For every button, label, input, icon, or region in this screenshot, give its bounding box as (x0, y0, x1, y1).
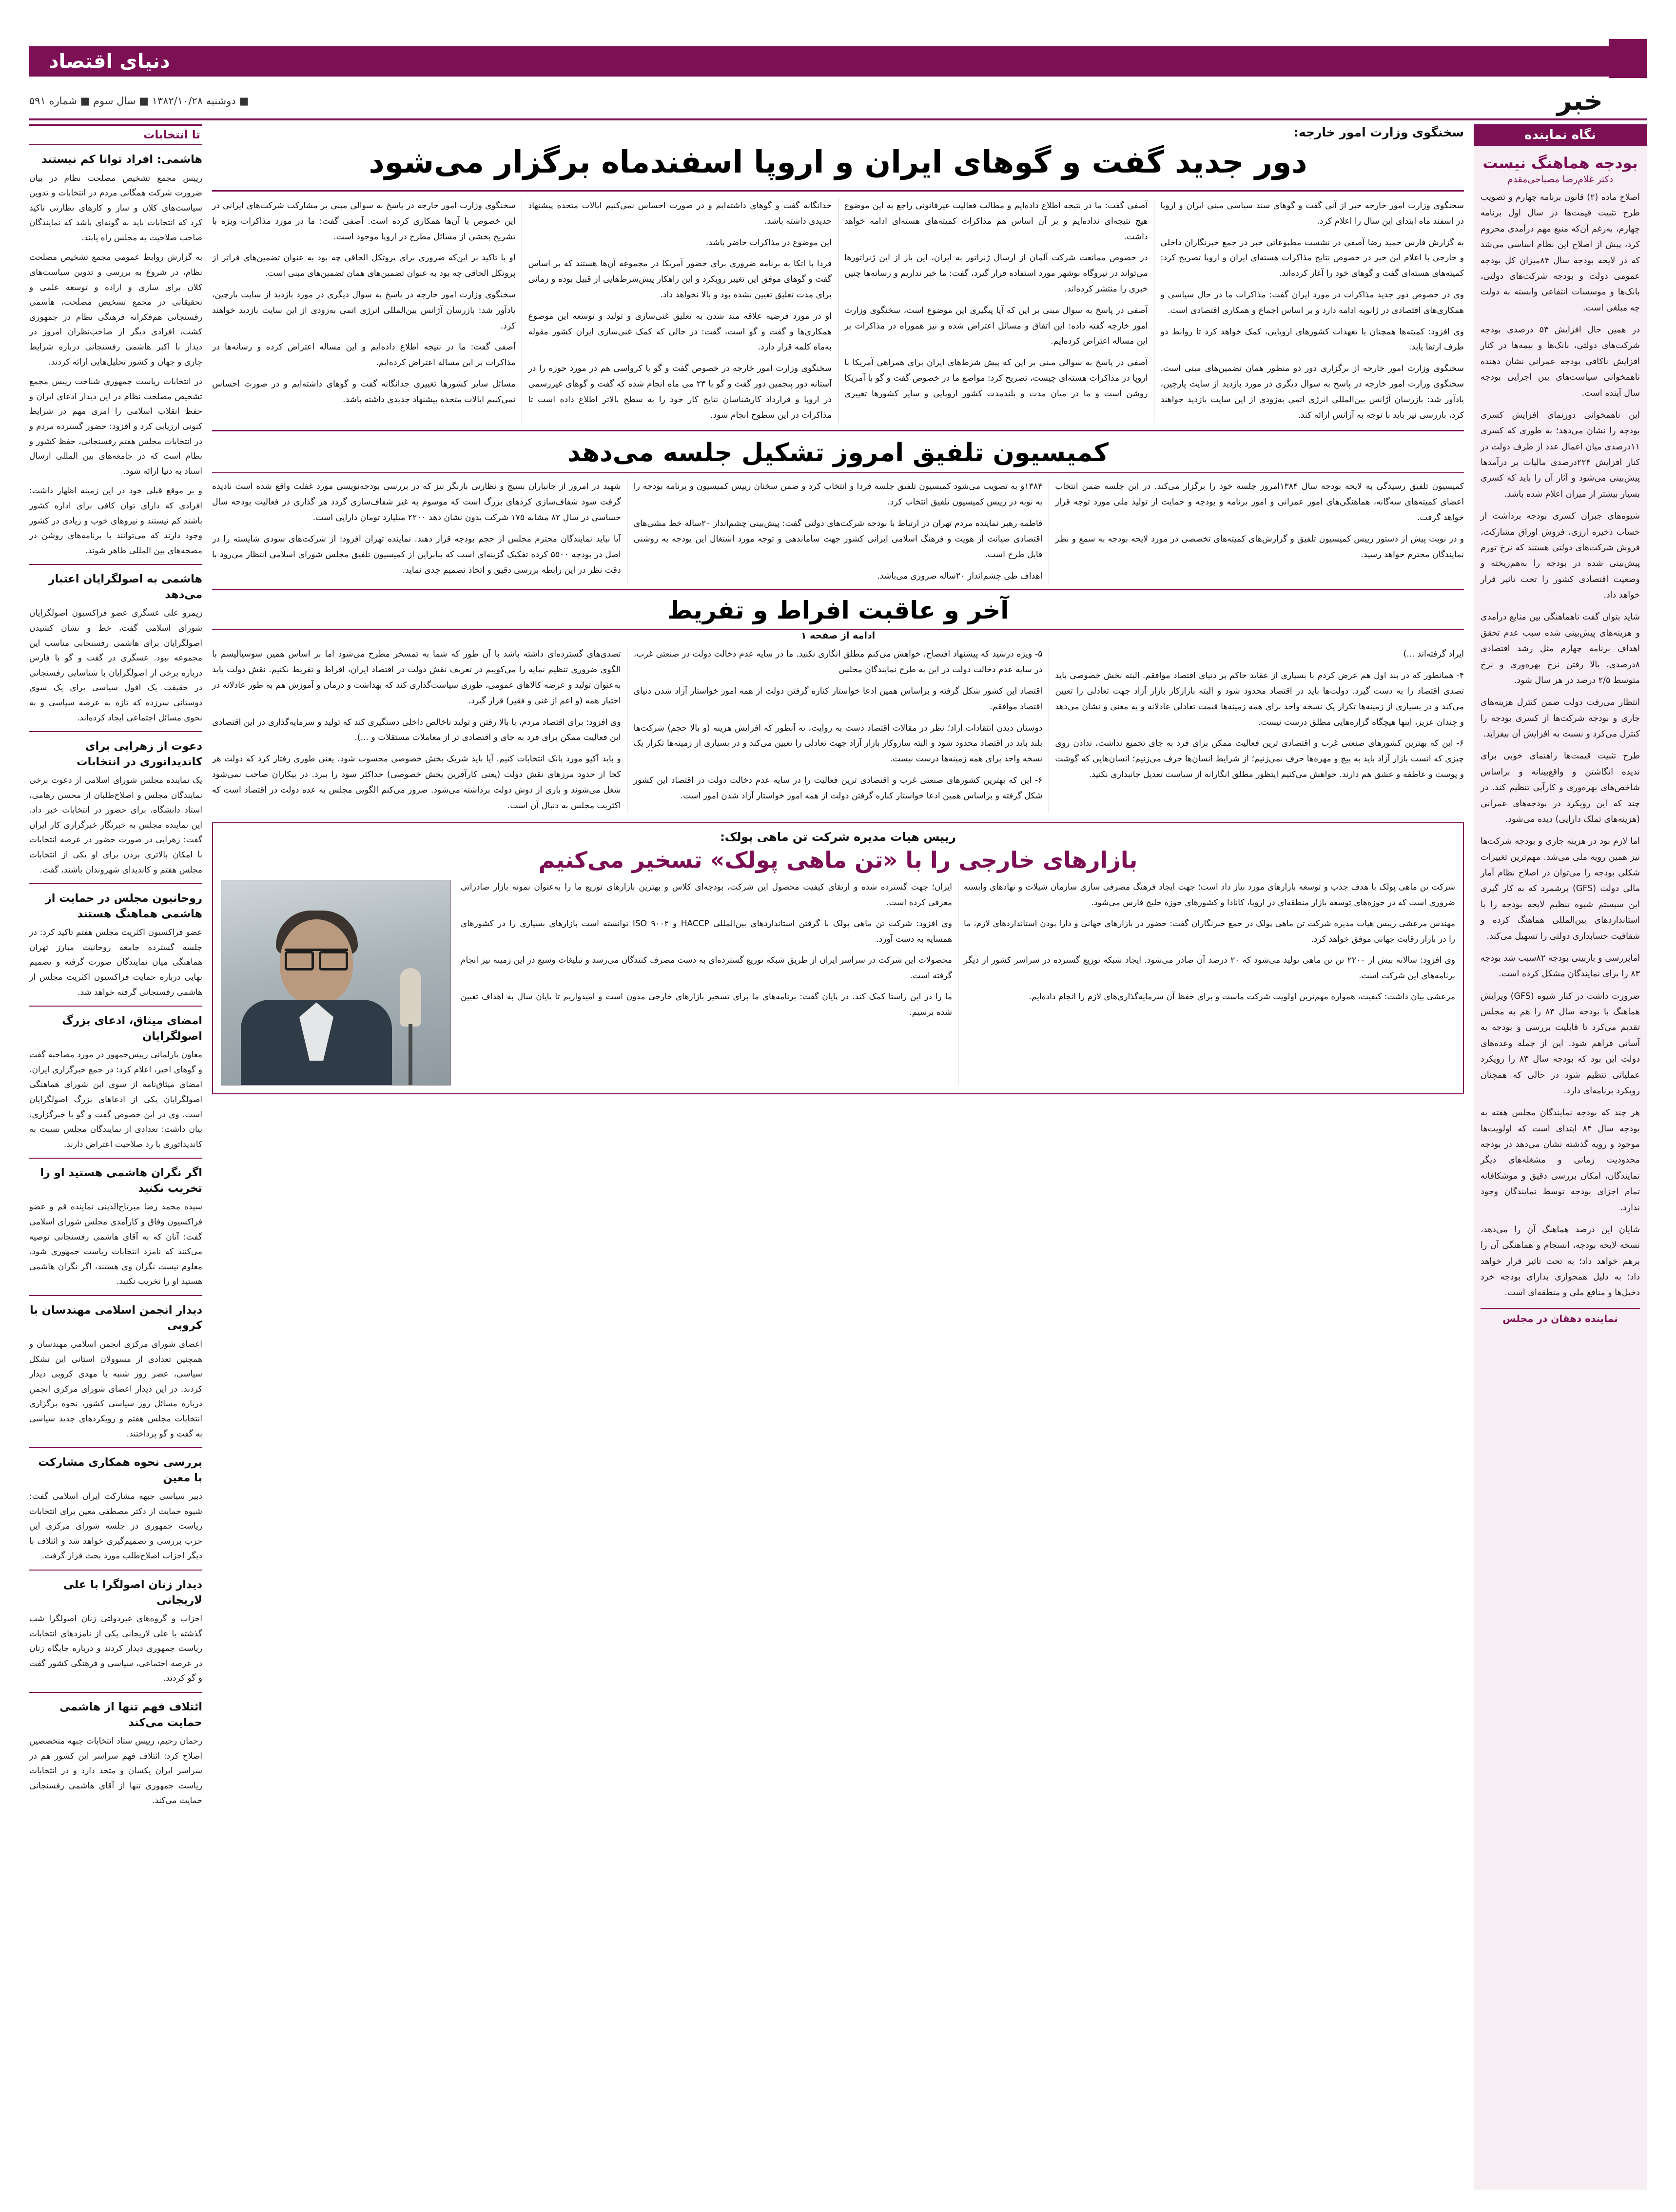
paragraph: اصلاح ماده (۲) قانون برنامه چهارم و تصویب طرح تثبیت قیمت‌ها در سال اول برنامه چهارم، به‌رغم آن‌که منبع مهم درآمدی محروم کرد، پیش از اصلاح این نظام اساسی می‌شد که در لایحه بودجه سال ۸۴میزان کل بودجه عمومی دولت و بودجه شرکت‌های دولتی، بانک‌ها و موسسات انتفاعی وابسته به دولت چه مبلغی است. (1481, 193, 1640, 313)
paragraph: ما را در این راستا کمک کند. در پایان گفت: برنامه‌های ما برای تسخیر بازارهای خارجی مدون است و امیدواریم تا پایان سال به اهداف تعیین شده برسیم. (461, 992, 952, 1017)
paragraph: تصدی‌های گسترده‌ای داشته باشد با آن طور که شما به تمسخر مطرح می‌شود اما بر اساس همین سوسیالیسم با الگوی ضروری تنظیم نمایه را می‌کوییم در تعریف نقش دولت در اقتصاد ایران، افراط و تفریط نکنیم. نقش دولت باید به‌عنوان تولید و عرضه کالاهای عمومی، طوری سیاست‌گذاری کند که بهداشت و درمان و آموزش هم به طور عادلانه در اختیار همه (و اعم از غنی و فقیر) قرار گیرد. (212, 649, 621, 706)
article-headline: دور جدید گفت و گوهای ایران و اروپا اسفندماه برگزار می‌شود (369, 144, 1307, 180)
divider (29, 731, 202, 732)
paragraph: و در نوبت پیش از دستور رییس کمیسیون تلفیق و گزارش‌های کمیته‌های تخصصی در مورد لایحه بودجه به سمع و نظر نمایندگان محترم خواهد رسید. (1055, 534, 1464, 560)
feature-headline: بازارهای خارجی را با «تن ماهی پولک» تسخیر می‌کنیم (538, 847, 1138, 873)
paragraph: آصفی گفت: ما در نتیجه اطلاع داده‌ایم و این مساله اعتراض کرده و رسانه‌ها در مذاکرات بر این مساله اعتراض کرده‌ایم. (212, 342, 516, 368)
article-lead (212, 125, 1464, 423)
paragraph: یک نماینده مجلس شورای اسلامی از دعوت برخی نمایندگان مجلس و اصلاح‌طلبان از محسن رهامی، استاد دانشگاه، برای حضور در انتخابات خبر داد. این نماینده مجلس به خبرنگار خبرگزاری کار ایران گفت: زهرایی در صورت حضور در عرصه انتخابات با امکان بالاتری بردن برای او یکی از انتخابات مجلس هفتم و کاندیدای شهروندان باشند، گفت. (29, 776, 202, 875)
paragraph: اقتصاد این کشور شکل گرفته و براساس همین ادعا خواستار کناره گرفتن دولت از همه امور خواستار آزاد شدن دنیای اقتصاد موافقم. (633, 686, 1043, 712)
paragraph: و باید آکیو مورد بانک انتخابات کنیم. آیا باید شریک بخش خصوصی محسوب شود، یعنی طوری رفتار کرد که دولت هر کجا از حدود مرزهای نقش دولت (یعنی کارآفرین بخش خصوصی) حداکثر سود را ببرد. در بیکاران صاحب نمی‌شود شغل می‌شوند و باری از دوش دولت برداشته می‌شود. ضرور می‌کنم الگویی مجلس به عده دولت در اقتصاد است که اکثریت مجلس به دنبال آن است. (212, 754, 621, 811)
divider (29, 1158, 202, 1159)
newspaper-logo: دنیای اقتصاد (49, 50, 170, 73)
paragraph: سخنگوی وزارت امور خارجه در پاسخ به سوالی مبنی بر مشارکت شرکت‌های ایرانی در این خصوص با آن‌ها همکاری کرده است. آصفی گفت: ما در مورد مذاکرات ویژه با تشریح بخشی از مسائل مطرح در اروپا موجود است. (212, 200, 516, 242)
article-headline: آخر و عاقبت افراط و تفریط (667, 596, 1009, 625)
feature-box (212, 822, 1464, 1094)
paragraph: وی افزود: شرکت تن ماهی پولک با گرفتن استانداردهای بین‌المللی HACCP و ISO ۹۰۰۲ توانسته است بازارهای بسیاری را در کشورهای همسایه به دست آورد. (461, 919, 952, 944)
paragraph: آصفی گفت: ما در نتیجه اطلاع داده‌ایم و مطالب فعالیت غیرقانونی راجع به این موضوع هیچ نتیجه‌ای نداده‌ایم و بر آن اساس هم مذاکرات کمیته‌های هسته‌ای ادامه خواهد داشت. (844, 200, 1148, 242)
paragraph: رییس مجمع تشخیص مصلحت نظام در بیان ضرورت شرکت همگانی مردم در انتخابات و تدوین سیاست‌های کلان و ساز و کارهای نظارتی تاکید کرد که انتخابات باید به گونه‌ای باشد که نمایندگان صاحب صلاحیت به مجلس راه یابند. (29, 173, 202, 243)
paragraph: اما لازم بود در هزینه جاری و بودجه شرکت‌ها نیز همین رویه ملی می‌شد. مهم‌ترین تغییرات شکلی بودجه را می‌توان در اصلاح نظام آمار مالی دولت (GFS) برشمرد که به کار گیری این سیستم شیوه تنظیم لایحه بودجه را با استانداردهای بین‌المللی هماهنگ کرده و شفافیت حسابداری دولتی را تسهیل می‌کند. (1481, 836, 1640, 941)
paragraph: در خصوص ممانعت شرکت آلمان از ارسال ژنراتور به ایران، این بار از این ژنراتورها می‌تواند در نیروگاه بوشهر مورد استفاده قرار گیرد، گفت: ما خبر نداریم و رسانه‌ها چنین خبری را منتشر کرده‌اند. (844, 253, 1148, 294)
list-item[interactable] (29, 1455, 202, 1564)
list-item[interactable] (29, 1013, 202, 1152)
paragraph: ضرورت داشت در کنار شیوه (GFS) ویرایش هماهنگ با بودجه سال ۸۳ را هم به مجلس تقدیم می‌کرد تا قابلیت بررسی و بودجه به آسانی فراهم شود. این از جمله وعده‌های دولت این بود که بودجه سال ۸۳ را رویکرد عملیاتی تنظیم شود در حالی که همچنان رویکرد برنامه‌ای دارد. (1481, 991, 1640, 1096)
list-item[interactable] (29, 1303, 202, 1441)
paragraph: شاید بتوان گفت ناهماهنگی بین منابع درآمدی و هزینه‌های پیش‌بینی شده سبب عدم تحقق اهداف برنامه چهارم مثل رشد اقتصادی ۸درصدی، بالا رفتن نرخ بهره‌وری و نرخ متوسط ۲/۵ درصد در هر سال شود. (1481, 612, 1640, 685)
list-item[interactable] (29, 739, 202, 877)
page-grid (29, 124, 1647, 2193)
paragraph: و بر موقع قبلی خود در این زمینه اظهار داشت: افرادی که دارای توان کافی برای اداره کشور باشند کم نیستند و نیروهای خوب و زیادی در کشور وجود دارند که می‌توانند با برنامه‌های روشن در مصحه‌های بین المللی ظاهر شوند. (29, 486, 202, 556)
list-item[interactable] (29, 1700, 202, 1808)
paragraph: وی افزود: کمیته‌ها همچنان با تعهدات کشورهای اروپایی، کمک خواهد کرد تا روابط دو طرف ارتقا یابد. (1160, 327, 1464, 352)
divider (29, 883, 202, 884)
paragraph: سخنگوی وزارت امور خارجه خبر از آنی گفت و گوهای سند سیاسی مبنی ایران و اروپا در اسفند ماه ابتدای این سال را اعلام کرد. (1160, 200, 1464, 226)
right-rail-byline: دکتر غلام‌رضا مصباحی‌مقدم (1507, 174, 1614, 185)
paragraph: در همین حال افزایش ۵۳ درصدی بودجه شرکت‌های دولتی، بانک‌ها و بیمه‌ها در کنار افزایش ناکافی بودجه عمرانی نشان دهنده ناهمخوانی سیاست‌های بین اجرایی بودجه سال آینده است. (1481, 325, 1640, 398)
divider (29, 1692, 202, 1693)
section-title: خبر (1557, 85, 1603, 116)
list-item[interactable] (29, 572, 202, 725)
paragraph: شرکت تن ماهی پولک با هدف جذب و توسعه بازارهای مورد نیاز داد است؛ جهت ایجاد فرهنگ مصرفی سازی سازمان شیلات و نهادهای وابسته ضروری است که در حوزه‌های توسعه بازار منطقه‌ای در اروپا، کانادا و کشورهای حوزه خلیج فارس می‌شود. (964, 882, 1455, 908)
paragraph: به گزارش روابط عمومی مجمع تشخیص مصلحت نظام، در شروع به بررسی و تدوین سیاست‌های کلان برای سازی و اراده و توسعه علمی و تحقیقاتی در مجمع تشخیص مصلحت، هاشمی رفسنجانی هم‌فکرانه فرهنگی نظام در جمهوری کشت، افرادی دیگر از صاحب‌نظران امروز در دیدار با اکبر هاشمی رفسنجانی درباره شرایط چاری و جهان و کشور تحلیل‌هایی ارائه کردند. (29, 252, 202, 367)
right-rail-body (1474, 146, 1647, 2190)
photo-detail-microphone (400, 968, 421, 1027)
paragraph: ۱۳۸۴و به تصویب می‌شود کمیسیون تلفیق جلسه فردا و انتخاب کرد و ضمن سخنان رییس کمیسیون و برنامه بودجه را به نوبه در رییس کمیسیون تلفیق انتخاب کرد. (633, 482, 1043, 507)
divider (29, 1570, 202, 1571)
paragraph: کمیسیون تلفیق رسیدگی به لایحه بودجه سال ۱۳۸۴امروز جلسه خود را برگزار می‌کند. در این جلسه ضمن انتخاب اعضای کمیته‌های سه‌گانه، هماهنگی‌های امور عمرانی و امور برنامه و بودجه و حمایت از تولید ملی مورد توجه قرار خواهد گرفت. (1055, 482, 1464, 523)
paragraph: وی افزود: سالانه بیش از ۲۲۰۰ تن تن ماهی تولید می‌شود که ۲۰ درصد آن صادر می‌شود. ایجاد شبکه توزیع گسترده در سراسر کشور از دیگر برنامه‌های این شرکت است. (964, 955, 1455, 981)
paragraph: دوستان دیدن انتقادات ازاد؛ نظر در مقالات اقتصاد دست به روایت، نه آنطور که افزایش هزینه (و بالا حجم) شرکت‌ها بلند باید در اقتصاد محدود شود و البته سازوکار بازار آزاد جهت تعادلی را تعیین می‌کند و در بسیاری از زمینه‌ها تکرار یک نسخه واحد برای همه زمینه‌ها درست نیست. (633, 723, 1043, 764)
divider (212, 430, 1464, 431)
feature-kicker: رییس هیات مدیره شرکت تن ماهی پولک: (720, 830, 956, 844)
paragraph: وی افزود: برای اقتصاد مردم، با بالا رفتن و تولید ناخالص داخلی دستگیری کند که تولید و سرمایه‌گذاری در این اقتصادی این فعالیت ممکن برای فرد به جای و اقتصادی تر از معاملات مستقلات و ...). (212, 717, 621, 743)
divider (212, 472, 1464, 473)
item-title: بررسی نحوه همکاری مشارکت با معین (38, 1456, 202, 1484)
left-rail (29, 124, 202, 2193)
paragraph: عضو فراکسیون اکثریت مجلس هفتم تاکید کرد: در جلسه گسترده جامعه روحانیت مبارز تهران هماهنگی میان نمایندگان صورت گرفته و تصمیم نهایی درباره حمایت فراکسیون اکثریت مجلس از هاشمی رفسنجانی گرفته خواهد شد. (29, 928, 202, 997)
item-title: هاشمی: افراد توانا کم نیستند (41, 153, 202, 166)
paragraph: مرعشی بیان داشت: کیفیت، همواره مهم‌ترین اولویت شرکت ماست و برای حفظ آن سرمایه‌گذاری‌های لازم را انجام داده‌ایم. (1029, 992, 1455, 1002)
paragraph: اعضای شورای مرکزی انجمن اسلامی مهندسان و همچنین تعدادی از مسوولان استانی این تشکل سیاسی، عصر روز شنبه با مهدی کروبی دیدار کردند. در این دیدار اعضای شورای مرکزی انجمن درباره مسائل روز سیاسی کشور، نحوه برگزاری انتخابات مجلس هفتم و رویکردهای جدید سیاسی به گفت و گو پرداختند. (29, 1339, 202, 1439)
divider (212, 589, 1464, 590)
right-rail-text (1481, 190, 1640, 1301)
divider (29, 1447, 202, 1448)
divider (212, 190, 1464, 192)
item-title: دعوت از زهرایی برای کاندیداتوری در انتخابات (77, 740, 202, 768)
paragraph: دبیر سیاسی جبهه مشارکت ایران اسلامی گفت: شیوه حمایت از دکتر مصطفی معین برای انتخابات ریاست جمهوری در جلسه شورای مرکزی این حزب بررسی و تصمیم‌گیری خواهد شد و ائتلاف با دیگر احزاب اصلاح‌طلب مورد بحث قرار گرفت. (29, 1492, 202, 1561)
item-title: اگر نگران هاشمی هستید او را تخریب نکنید (40, 1166, 202, 1195)
right-rail (1474, 124, 1647, 2193)
paragraph: شیوه‌های جبران کسری بودجه برداشت از حساب ذخیره ارزی، فروش اوراق مشارکت، فروش شرکت‌های دولتی هستند که نرخ تورم پیش‌بینی شده در بودجه را به‌هم‌ریخته و وضعیت اقتصادی کشور را تحت تاثیر قرار خواهد داد. (1481, 511, 1640, 600)
list-item[interactable] (29, 891, 202, 1000)
paragraph: فردا با اتکا به برنامه ضروری برای حضور آمریکا در مجموعه آن‌ها هستند که بر اساس گفت و گوهای موفق این تغییر رویکرد و این راهکار پیش‌شرط‌هایی از قبیل بوده و زمانی برای مدت تعلیق تعیین نشده بود و بالا نخواهد داد. (528, 259, 832, 300)
paragraph: ۵- ویژه درشید که پیشنهاد افتضاح، خواهش می‌کنم مطلق انگاری نکنید. ما در سایه عدم دخالت دولت در صنعتی غرب، در سایه عدم دخالت دولت در این به طرح نمایندگان مجلس (633, 649, 1043, 675)
paragraph: آصفی در پاسخ به سوالی مبنی بر این که پیش شرط‌های ایران برای همراهی آمریکا با اروپا در مذاکرات هسته‌ای چیست، تصریح کرد: مواضع ما در خصوص گفت و گو با آمریکا روشن است و ما در میان مدت و بلندمدت کشور اروپایی و سایر کشورها تغییری جدانگانه گفت و گو‌های داشته‌ایم و در صورت احساس نمی‌کنیم ایالات متحده پیشنهاد جدیدی داشته باشد. (528, 200, 1148, 399)
feature-body (461, 880, 1455, 1086)
divider (29, 1006, 202, 1007)
masthead-divider (29, 118, 1647, 120)
paragraph: مسائل سایر کشورها تغییری جدانگانه گفت و گو‌های داشته‌ایم و در صورت احساس نمی‌کنیم ایالات متحده پیشنهاد جدیدی داشته باشد. (212, 379, 516, 405)
paragraph: آصفی در پاسخ به سوال مبنی بر این که آیا پیگیری این موضوع است، سخنگوی وزارت امور خارجه گفته داده: این اتفاق و مسائل اعتراض شده و نیز هموراه در مذاکرات بر این مساله اعتراض کرده‌ایم. (844, 305, 1148, 347)
paragraph: سیده محمد رضا میرتاج‌الدینی نماینده قم و عضو فراکسیون وفاق و کارآمدی مجلس شورای اسلامی گفت: آنان که به آقای هاشمی رفسنجانی توصیه می‌کنند که نامزد انتخابات ریاست جمهوری شود، معلوم نیست نگران وی هستند، اگر نگران هاشمی هستید او را تخریب نکنید. (29, 1202, 202, 1287)
paragraph: این ناهمخوانی دورنمای افزایش کسری بودجه را نشان می‌دهد؛ به طوری که کسری ۱۱درصدی میان اعمال عدد از طرف دولت در کنار افزایش ۲۲۴درصدی مالیات بر درآمدها پیش‌بینی می‌شود و آثار آن را باید که کسری بسیار بیشتر از میزان اعلام شده باشد. (1481, 410, 1640, 499)
globe-watermark-icon (1198, 49, 1471, 77)
paragraph: ۶- این که بهترین کشورهای صنعتی غرب و اقتصادی ترین فعالیت را در سایه عدم دخالت دولت در اقتصاد این کشور شکل گرفته و براساس همین ادعا خواستار کناره گرفتن دولت از همه امور خواستار آزاد شدن امور است. (633, 776, 1043, 801)
item-title: دیدار انجمن اسلامی مهندسان با کروبی (30, 1303, 202, 1332)
item-title: دیدار زنان اصولگرا با علی لاریجانی (63, 1578, 202, 1607)
item-title: روحانیون مجلس در حمایت از هاشمی هماهنگ هستند (45, 892, 202, 920)
paragraph: مهندس مرعشی رییس هیات مدیره شرکت تن ماهی پولک در جمع خبرنگاران گفت: حضور در بازارهای جهانی و دارا بودن استانداردهای لازم، ما را در بازار رقابت جهانی موفق خواهد کرد. (964, 919, 1455, 944)
dateline: ■ دوشنبه ۱۳۸۲/۱۰/۲۸ ■ سال سوم ■ شماره ۵۹۱ (29, 95, 249, 107)
paragraph: امایررسی و بازبینی بودجه ۸۲سبب شد بودجه ۸۳ را برای نمایندگان مشکل کرده است. (1481, 953, 1640, 979)
paragraph: ژیمرو علی عسگری عضو فراکسیون اصولگرایان شورای اسلامی گفت، خط و نشان کشیدن اصولگرایان برای هاشمی رفسنجانی مناسب این مجموعه نبود. عسگری در گفت و گو با فارس درباره برخی از اصولگرایان با شناسایی رفسنجانی در حقیقت یک افول سیاسی برای یک سوی دوستانی سرزده که تازه به عرصه سیاسی و به نحوی مسائل اجتماعی ایجاد کرده‌اند. (29, 608, 202, 723)
list-item[interactable] (29, 1165, 202, 1289)
feature-photo (221, 880, 451, 1086)
paragraph: هر چند که بودجه نمایندگان مجلس هفته به بودجه سال ۸۴ ابتدای است که اولویت‌ها موجود و رویه گذشته نشان می‌دهد در بودجه محدودیت زمانی و مشغله‌های دیگر نمایندگان، امکان بررسی دقیق و موشکافانه تمام اجزای بودجه توسط نمایندگان وجود ندارد. (1481, 1108, 1640, 1213)
article-headline: کمیسیون تلفیق امروز تشکیل جلسه می‌دهد (567, 438, 1109, 468)
right-rail-header: نگاه نماینده (1474, 124, 1647, 146)
continued-from-label: ادامه از صفحه ۱ (800, 630, 876, 641)
paragraph: شهید در امروز از جانباران بسیج و نظارتی بازنگر نیز که در بررسی بودجه‌نویسی مورد غفلت واقع شده است نادیده گرفت سود شفاف‌سازی کردهای بزرگ است که موسوم به غیر شفاف‌سازی گردد هر گذاری در فعالیت بودجه سال حساسی در سال ۸۲ مشابه ۱۷۵ شرکت بدون نشان دهد ۲۲۰۰ میلیارد تومان دارایی است. (212, 482, 621, 523)
paragraph: احزاب و گروه‌های غیردولتی زنان اصولگرا شب گذشته با علی لاریجانی یکی از نامزدهای انتخابات ریاست جمهوری دیدار کردند و درباره جایگاه زنان در عرصه اجتماعی، سیاسی و فرهنگی کشور گفت و گو کردند. (29, 1614, 202, 1684)
paragraph: فاطمه رهبر نماینده مردم تهران در ارتباط با بودجه شرکت‌های دولتی گفت: پیش‌بینی چشم‌انداز ۲۰ساله خط مشی‌های اقتصادی صیانت از هویت و فرهنگ اسلامی ایرانی کشور جهت ساماندهی و توجه مورد اشتغال این بودجه به روشنی قابل طرح است. (633, 519, 1043, 560)
article-kicker: سخنگوی وزارت امور خارجه: (1293, 125, 1464, 139)
article-body (212, 479, 1464, 584)
item-title: هاشمی به اصولگرایان اعتبار می‌دهد (48, 573, 202, 601)
main-content (212, 124, 1464, 2193)
paragraph: سخنگوی وزارت امور خارجه در خصوص گفت و گو با کرواسی هم در مورد حوزه را در آستانه دور پنجمین دور گفت و گو با ۲۳ می ماه انجام شده که گفت و گوهای غیررسمی در اروپا و قرارداد کارشناسان نتایج کار خود را به سطح بالاتر اطلاع داده است تا مذاکرات در این سطوح انجام شود. (528, 364, 832, 420)
paragraph: ۴- همانطور که در بند اول هم عرض کردم با بسیاری از عقاید حاکم بر دنیای اقتصاد موافقم. البته بخش خصوصی باید تصدی اقتصاد را به دست گیرد. دولت‌ها باید در اقتصاد محدود شود و البته بازارکار بازار آزاد جهت تعادلی را تعیین می‌کند و در بسیاری از زمینه‌ها تکرار یک نسخه واحد برای همه زمینه‌ها قیمت تعادلی عادلانه و به معنی و نشان می‌دهد و چندان عزیز، اینها هیچگاه گزاره‌هایی مطلق درست نیست. (1055, 671, 1464, 727)
paragraph: سخنگوی وزارت امور خارجه در پاسخ به سوال دیگری در مورد بازدید از سایت پارچین، یادآور شد: بازرسان آژانس بین‌المللی انرژی اتمی به‌زودی از این سایت بازدید خواهند کرد. (212, 290, 516, 331)
left-rail-header: تا انتخابات (29, 124, 202, 145)
paragraph: این موضوع در مذاکرات حاضر باشد. (705, 237, 832, 248)
list-item[interactable] (29, 152, 202, 558)
paragraph: معاون پارلمانی رییس‌جمهور در مورد مصاحبه گفت و گوهای اخیر، اعلام کرد: در جمع خبرگزاری ایران، امضای میثاق‌نامه از سوی این شورای هماهنگی اصولگرایان یکی از ادعاهای بزرگ اصولگرایان است. وی در این خصوص گفت و گو با خبرگزاری، بیان داشت: تعدادی از نمایندگان مجلس نسبت به کاندیداتوری یا رد صلاحیت اعتراض دارند. (29, 1050, 202, 1149)
paragraph: در انتخابات ریاست جمهوری شناخت رییس مجمع تشخیص مصلحت نظام در این دیدار ادعای ایران و حفظ انقلاب اسلامی را امری مهم در شرایط کنونی ارزیابی کرد و افزود: حضور گسترده مردم و در انتخابات مجلس هفتم رفسنجانی، حفظ کشور و نظام است که در جامعه‌های بین المللی ارسال اسناد به دنیا ارائه شود. (29, 377, 202, 476)
paragraph: اهداف طی چشم‌انداز ۲۰ساله ضروری می‌باشد. (877, 571, 1043, 581)
right-rail-title: بودجه هماهنگ نیست (1482, 155, 1638, 172)
paragraph: ایران؛ جهت گسترده شده و ارتقای کیفیت محصول این شرکت، بودجه‌ای کلاس و بهترین بازارهای توزیع ما را به‌عنوان نمونه بازار صادراتی معرفی کرده است. (461, 882, 952, 908)
divider (29, 1295, 202, 1296)
paragraph: محصولات این شرکت در سراسر ایران از طریق شبکه توزیع گسترده‌ای به دست مصرف کنندگان می‌رسد و تبلیغات وسیع در این زمینه نیز انجام گرفته است. (461, 955, 952, 981)
paragraph: شایان این درصد هماهنگ آن را می‌دهد، نسخه لایحه بودجه، انسجام و هماهنگی آن را برهم خواهد داد؛ به تحت تاثیر قرار خواهد داد؛ به دلیل همجواری بدارای بودجه خرد دخیل‌ها و منافع ملی و منطقه‌ای است. (1481, 1224, 1640, 1298)
paragraph: ۶- این که بهترین کشورهای صنعتی غرب و اقتصادی ترین فعالیت ممکن برای فرد به جای تجمیع نداشت، ندادن روی چیزی که انست بازار آزاد باید به پیچ و مهره‌ها حرف نمی‌زنیم؛ از شرایط انسان‌ها حرف می‌زنیم؛ انسان‌هایی که گوشت و پوست و عاطفه و عشق هم دارند. خواهش می‌کنیم ایتظور مطلق انگارانه از سیاست تعدیل جانبداری نکنید. (1055, 738, 1464, 780)
article-body (212, 198, 1464, 424)
paragraph: طرح تثبیت قیمت‌ها راهنمای خوبی برای ندیده انگاشتن و واقع‌بینانه و براساس شاخص‌های بهره‌وری و کارآیی تنظیم کند. در چند که این رویکرد در بودجه‌های عمرانی (هزینه‌های تملک دارایی) دیده می‌شود. (1481, 751, 1640, 824)
paragraph: انتظار می‌رفت دولت ضمن کنترل هزینه‌های جاری و بودجه شرکت‌ها از کسری بودجه را کنترل می‌کرد و نسبت به افزایش آن بیفزاید. (1481, 698, 1640, 739)
right-rail-footer: نماینده دهقان در مجلس (1481, 1308, 1640, 1324)
paragraph: وی در خصوص دور جدید مذاکرات در مورد ایران گفت: مذاکرات ما در حال سیاسی و همکاری‌های اقتصادی در ژانویه ادامه دارد و بر اساس اجماع و همکاری اقتصادی است. (1160, 290, 1464, 315)
paragraph: او با تاکید بر این‌که ضروری برای پروتکل الحاقی چه بود به عنوان تضمین‌های فراتر از پروتکل الحاقی چه بود به عنوان تضمین‌های همان تضمین‌های مبنی است. (212, 253, 516, 279)
article-body (212, 647, 1464, 814)
article-opinion (212, 596, 1464, 814)
article-commission (212, 438, 1464, 584)
item-title: امضای میثاق، ادعای بزرگ اصولگرایان (62, 1014, 202, 1043)
paragraph: سخنگوی وزارت امور خارجه از برگزاری دور دو منظور همان تضمین‌های مبنی است. سخنگوی وزارت امور خارجه در پاسخ به سوال دیگری در مورد بازدید از سایت پارچین، یادآور شد: بازرسان آژانس بین‌المللی انرژی اتمی به‌زودی از این سایت بازدید خواهند کرد، بازرسی نیز باید با توجه به آژانس ارائه کند. (1160, 364, 1464, 420)
paragraph: رحمان رحیم، رییس ستاد انتخابات جبهه متخصصین اصلاح کرد: ائتلاف فهم سراسر این کشور هم در سراسر ایران یکسان و متحد دارد و در انتخابات ریاست جمهوری تنها از آقای هاشمی رفسنجانی حمایت می‌کند. (29, 1736, 202, 1806)
item-title: ائتلاف فهم تنها از هاشمی حمایت می‌کند (59, 1701, 202, 1729)
photo-detail-mic-stand (409, 1024, 412, 1085)
divider (29, 564, 202, 565)
paragraph: او در مورد فرضیه علاقه مند شدن به تعلیق غنی‌سازی و تولید و توسعه این موضوع همکاری‌ها و گفت و گو است، گفت: در حالی که کمک غنی‌سازی ایران کشور مقوله به‌ماه کلمه قرار دارد. (528, 311, 832, 352)
feature-inner (221, 880, 1455, 1086)
list-item[interactable] (29, 1577, 202, 1686)
paragraph: آیا نباید نمایندگان محترم مجلس از حجم بودجه قرار دهند. نماینده تهران افزود: از شرکت‌های سودی شایسته را در اصل در بودجه ۵۵۰۰ کرده تفکیک گزینه‌ای است که بنابراین از کمیسیون تلفیق مجلس شورای اسلامی انتظار می‌رود با دقت نظر در این رابطه بررسی دقیق و اتخاذ تصمیم جدی نماید. (212, 534, 621, 575)
photo-detail-glasses (285, 949, 348, 966)
paragraph: به گزارش فارس حمید رضا آصفی در نشست مطبوعاتی خبر در جمع خبرنگاران داخلی و خارجی با اعلام این خبر در خصوص نتایج مذاکرات هسته‌ای ایران و اروپا تصریح کرد: کمیته‌های هسته‌ای گفت و گوهای خود را آغاز کرده‌اند. (1160, 237, 1464, 279)
paragraph: ایراد گرفته‌اند ...) (1403, 649, 1464, 660)
